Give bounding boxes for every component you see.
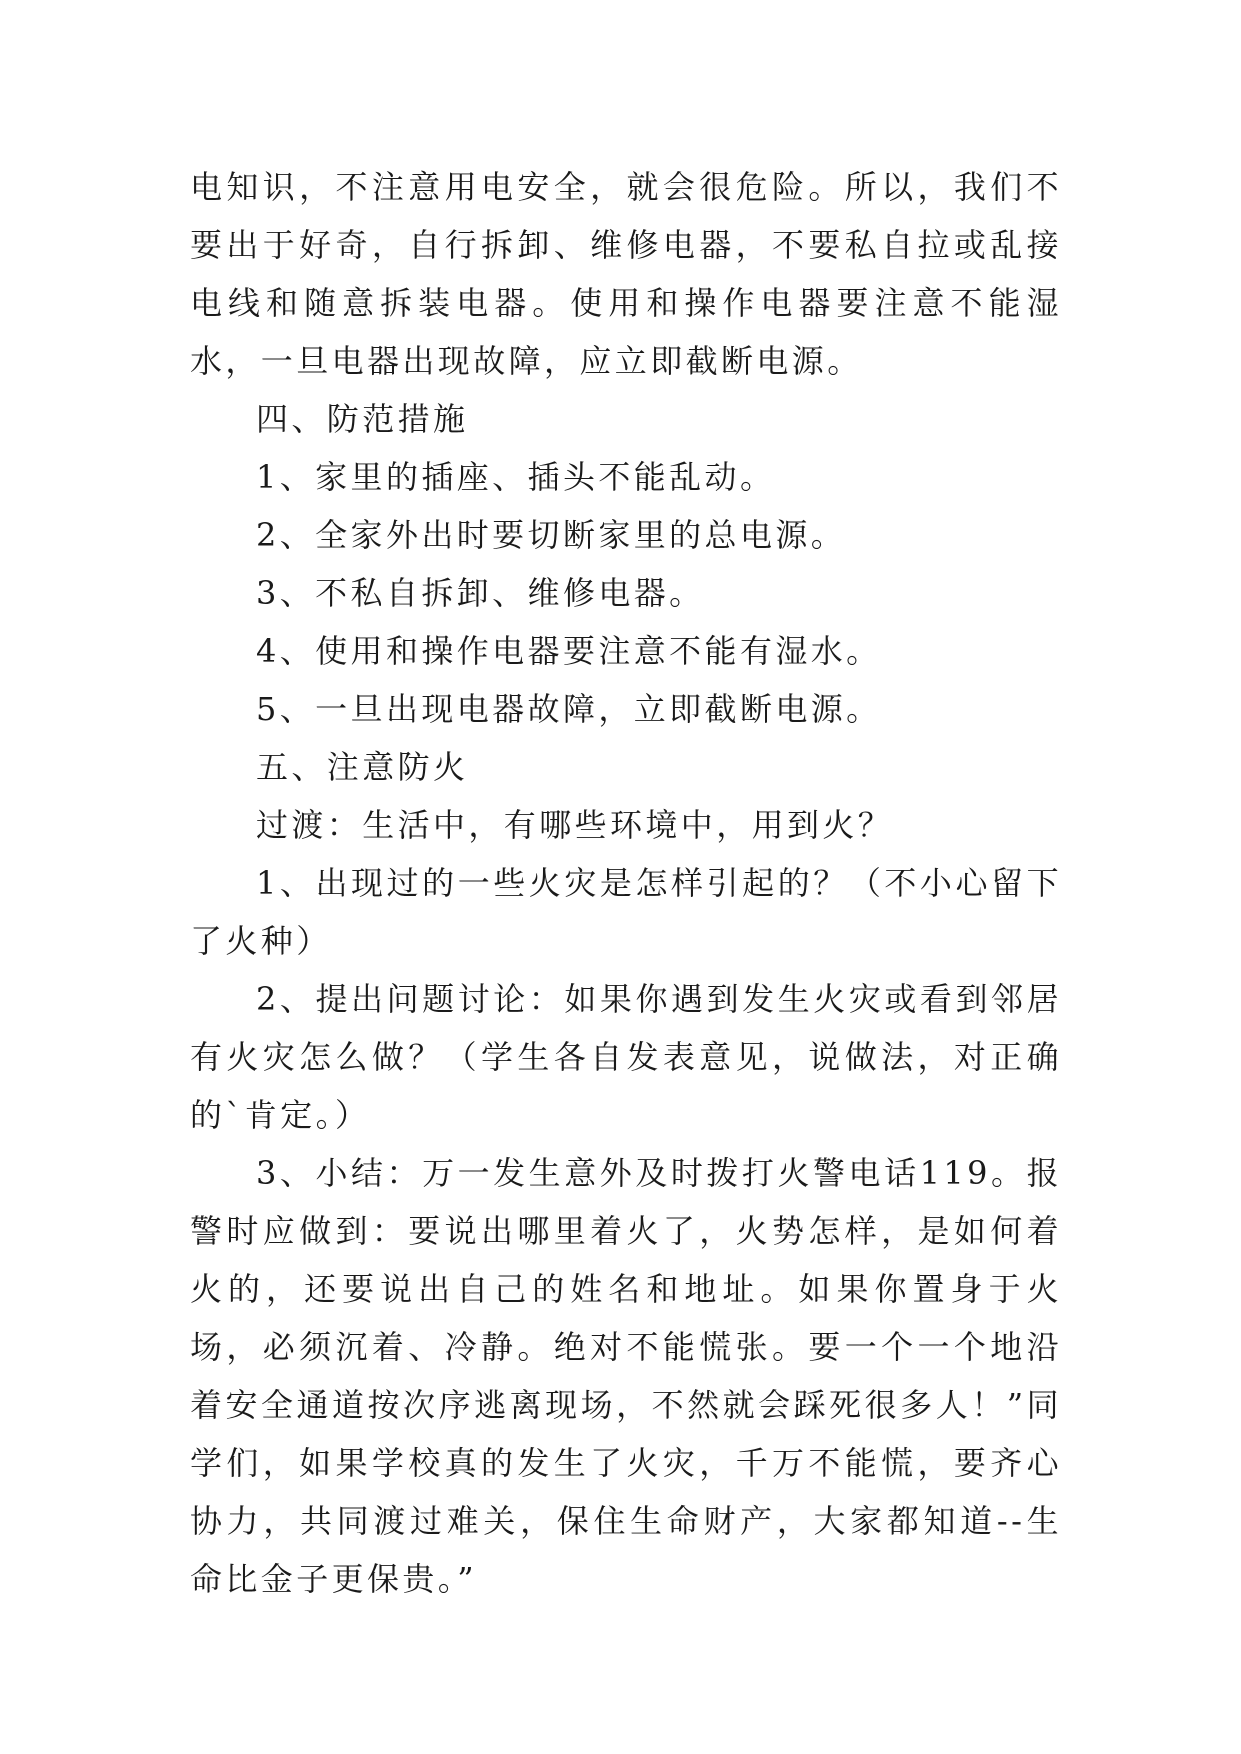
- section-heading-fire: 五、注意防火: [256, 748, 469, 786]
- list-item: 3、不私自拆卸、维修电器。: [256, 574, 705, 612]
- transition-paragraph: 过渡：生活中，有哪些环境中，用到火？: [256, 806, 894, 844]
- list-item: 2、全家外出时要切断家里的总电源。: [256, 516, 847, 554]
- list-item: 1、家里的插座、插头不能乱动。: [256, 458, 776, 496]
- document-body: [190, 158, 1062, 1608]
- paragraph-continuation: 电知识，不注意用电安全，就会很危险。所以，我们不要出于好奇，自行拆卸、维修电器，不要私自拉或乱接电线和随意拆装电器。使用和操作电器要注意不能湿水，一旦电器出现故障，应立即截断电源。: [190, 168, 1062, 380]
- summary-paragraph: 3、小结：万一发生意外及时拨打火警电话119。报警时应做到：要说出哪里着火了，火势怎样，是如何着火的，还要说出自己的姓名和地址。如果你置身于火场，必须沉着、冷静。绝对不能慌张。要一个一个地沿着安全通道按次序逃离现场，不然就会踩死很多人！”同学们，如果学校真的发生了火灾，千万不能慌，要齐心协力，共同渡过难关，保住生命财产，大家都知道--生命比金子更保贵。”: [190, 1154, 1062, 1598]
- list-item: 5、一旦出现电器故障，立即截断电源。: [256, 690, 882, 728]
- list-item: 2、提出问题讨论：如果你遇到发生火灾或看到邻居有火灾怎么做？（学生各自发表意见，说做法，对正确的`肯定。）: [190, 980, 1062, 1134]
- list-item: 4、使用和操作电器要注意不能有湿水。: [256, 632, 882, 670]
- section-heading-prevention: 四、防范措施: [256, 400, 469, 438]
- list-item: 1、出现过的一些火灾是怎样引起的？（不小心留下了火种）: [190, 864, 1062, 960]
